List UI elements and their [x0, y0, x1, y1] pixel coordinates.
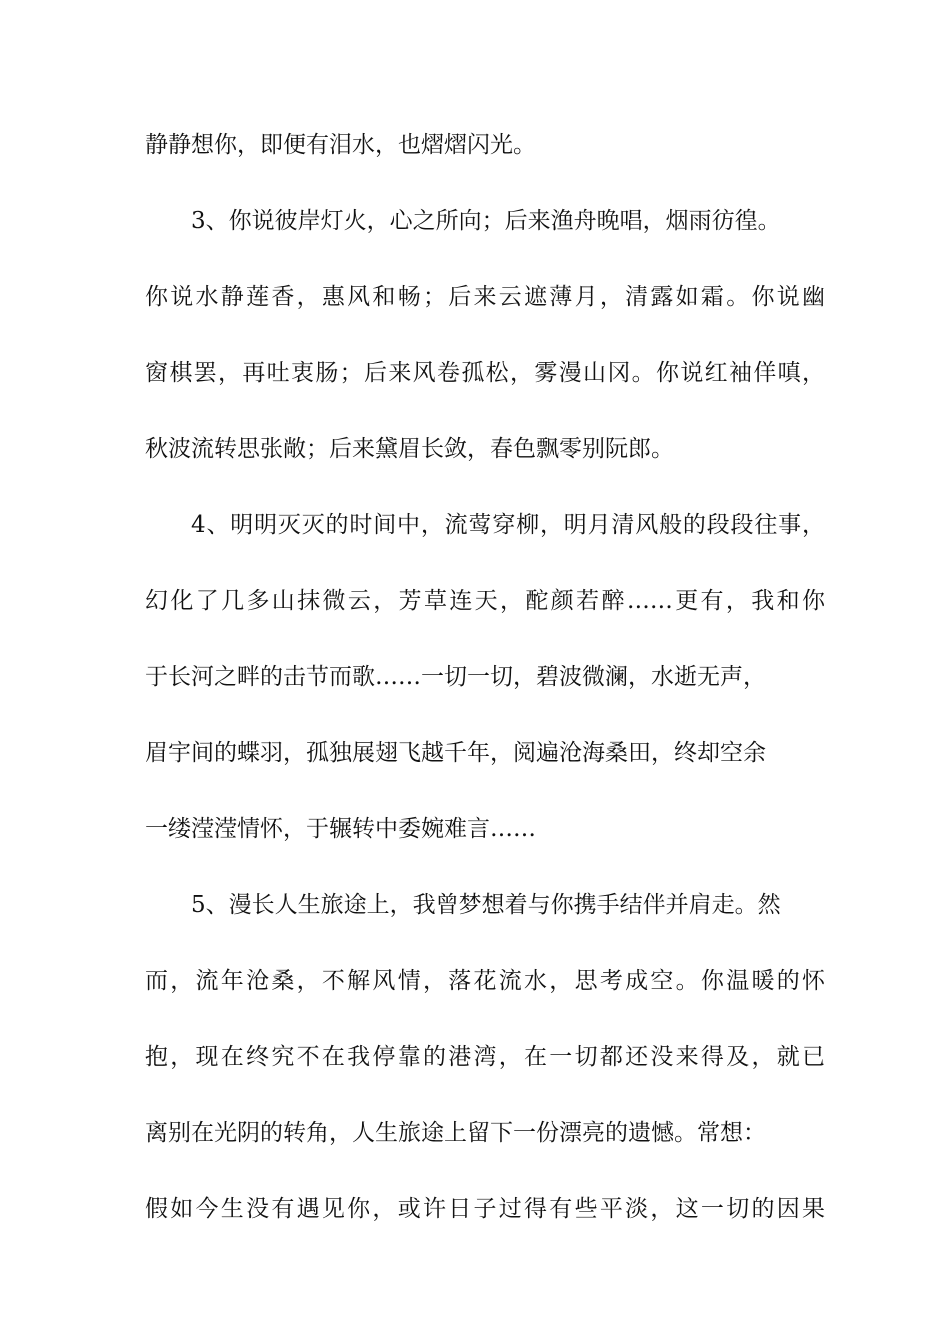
- text-line: 抱，现在终究不在我停靠的港湾，在一切都还没来得及，就已: [145, 1044, 825, 1070]
- text-line: 眉宇间的蝶羽，孤独展翅飞越千年，阅遍沧海桑田，终却空余: [145, 740, 766, 766]
- paragraph-5-line: 5、漫长人生旅途上，我曾梦想着与你携手结伴并肩走。然: [191, 892, 781, 918]
- text-line: 而，流年沧桑，不解风情，落花流水，思考成空。你温暖的怀: [145, 968, 825, 994]
- text-line: 你说水静莲香，惠风和畅；后来云遮薄月，清露如霜。你说幽: [145, 284, 825, 310]
- text-line: 窗棋罢，再吐衷肠；后来风卷孤松，雾漫山冈。你说红袖佯嗔，: [145, 360, 825, 386]
- text-line: 于长河之畔的击节而歌……一切一切，碧波微澜，水逝无声，: [145, 664, 766, 690]
- paragraph-4-line: 4、明明灭灭的时间中，流莺穿柳，明月清风般的段段往事，: [191, 512, 825, 538]
- text-line: 静静想你，即便有泪水，也熠熠闪光。: [145, 132, 536, 158]
- document-body: [145, 127, 825, 1228]
- text-line: 一缕滢滢情怀，于辗转中委婉难言……: [145, 816, 536, 842]
- text-line: 幻化了几多山抹微云，芳草连天，酡颜若醉……更有，我和你: [145, 588, 825, 614]
- text-line: 离别在光阴的转角，人生旅途上留下一份漂亮的遗憾。常想：: [145, 1120, 766, 1146]
- text-line: 假如今生没有遇见你，或许日子过得有些平淡，这一切的因果: [145, 1196, 825, 1222]
- paragraph-3-line: 3、你说彼岸灯火，心之所向；后来渔舟晚唱，烟雨彷徨。: [191, 208, 781, 234]
- text-line: 秋波流转思张敞；后来黛眉长敛，春色飘零别阮郎。: [145, 436, 674, 462]
